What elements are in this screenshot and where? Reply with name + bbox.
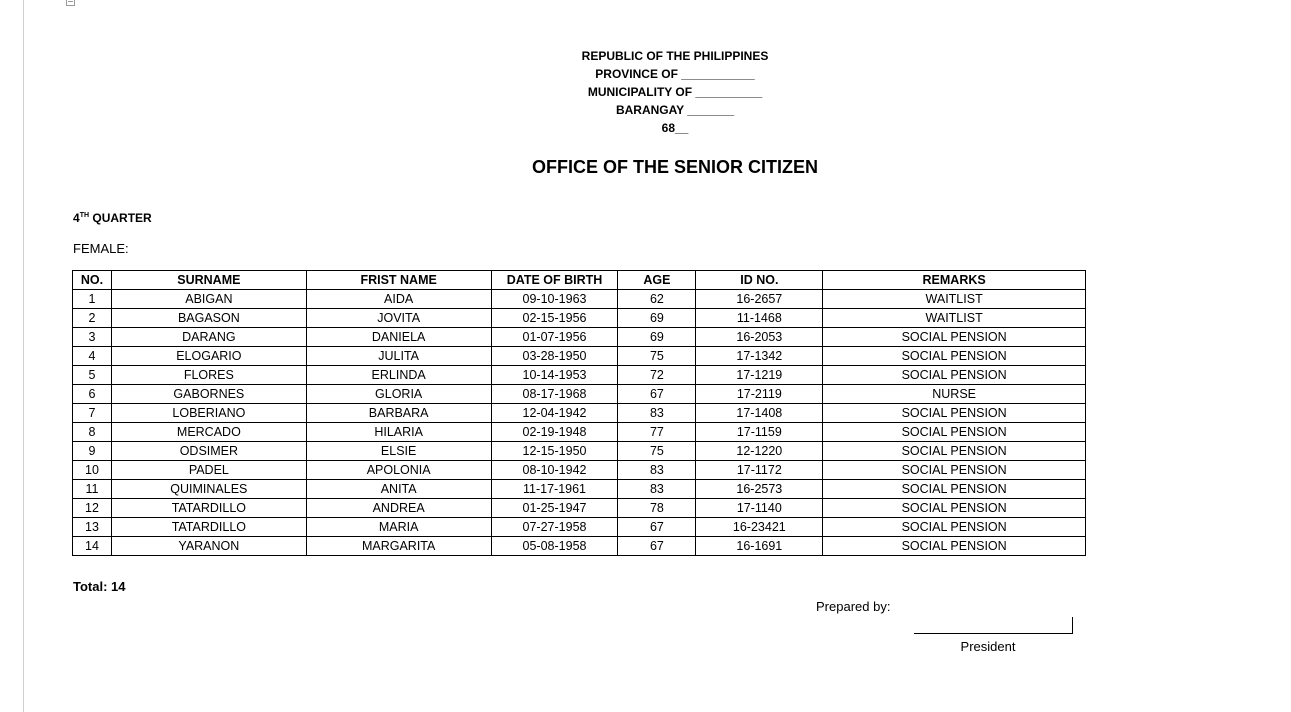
table-cell: 75 [618,347,696,366]
table-cell: 17-1219 [696,366,823,385]
table-cell: SOCIAL PENSION [823,461,1086,480]
table-row [73,290,1086,309]
table-row [73,366,1086,385]
table-cell: HILARIA [306,423,491,442]
table-cell: 67 [618,537,696,556]
header-province: PROVINCE OF ___________ [595,67,755,81]
table-cell: 02-19-1948 [491,423,618,442]
table-cell: 17-1140 [696,499,823,518]
section-label: FEMALE: [73,241,129,256]
table-row [73,480,1086,499]
table-cell: 83 [618,480,696,499]
table-row [73,461,1086,480]
table-cell: WAITLIST [823,309,1086,328]
table-cell: 07-27-1958 [491,518,618,537]
header-barangay: BARANGAY _______ [615,103,735,117]
table-cell: ANITA [306,480,491,499]
table-cell: 8 [73,423,112,442]
quarter-label [73,211,152,225]
table-cell: SOCIAL PENSION [823,366,1086,385]
table-cell: MARGARITA [306,537,491,556]
table-cell: AIDA [306,290,491,309]
table-cell: 10-14-1953 [491,366,618,385]
table-cell: DARANG [111,328,306,347]
table-cell: 62 [618,290,696,309]
table-cell: ELSIE [306,442,491,461]
text-cursor [1072,617,1073,634]
column-header: AGE [618,271,696,290]
table-row [73,442,1086,461]
table-cell: TATARDILLO [111,518,306,537]
table-cell: SOCIAL PENSION [823,347,1086,366]
table-cell: SOCIAL PENSION [823,328,1086,347]
table-row [73,328,1086,347]
table-cell: 17-1408 [696,404,823,423]
table-cell: 10 [73,461,112,480]
table-cell: 75 [618,442,696,461]
table-cell: 12-04-1942 [491,404,618,423]
table-cell: ODSIMER [111,442,306,461]
table-cell: TATARDILLO [111,499,306,518]
table-cell: BARBARA [306,404,491,423]
table-move-handle-icon[interactable] [66,0,75,6]
table-cell: 16-2573 [696,480,823,499]
prepared-by-label: Prepared by: [816,599,891,614]
table-cell: 11 [73,480,112,499]
table-cell: 08-17-1968 [491,385,618,404]
column-header: NO. [73,271,112,290]
column-header: ID NO. [696,271,823,290]
table-cell: MARIA [306,518,491,537]
quarter-text: QUARTER [89,211,152,225]
signatory-title: President [960,639,1016,654]
table-cell: GLORIA [306,385,491,404]
column-header: REMARKS [823,271,1086,290]
header-republic: REPUBLIC OF THE PHILIPPINES [581,49,769,63]
table-cell: WAITLIST [823,290,1086,309]
table-cell: 69 [618,328,696,347]
table-cell: 16-1691 [696,537,823,556]
table-cell: ERLINDA [306,366,491,385]
table-cell: 3 [73,328,112,347]
table-cell: 17-1159 [696,423,823,442]
table-cell: 01-07-1956 [491,328,618,347]
table-cell: SOCIAL PENSION [823,442,1086,461]
column-header: DATE OF BIRTH [491,271,618,290]
signature-line [914,633,1072,634]
table-cell: JULITA [306,347,491,366]
table-row [73,518,1086,537]
table-cell: 83 [618,404,696,423]
table-row [73,309,1086,328]
table-cell: 08-10-1942 [491,461,618,480]
table-cell: 17-1172 [696,461,823,480]
table-cell: SOCIAL PENSION [823,499,1086,518]
table-row [73,499,1086,518]
table-cell: 17-1342 [696,347,823,366]
table-cell: 78 [618,499,696,518]
table-row [73,423,1086,442]
table-cell: ABIGAN [111,290,306,309]
table-cell: 12-15-1950 [491,442,618,461]
table-cell: JOVITA [306,309,491,328]
table-cell: YARANON [111,537,306,556]
table-cell: QUIMINALES [111,480,306,499]
table-cell: 7 [73,404,112,423]
table-row [73,404,1086,423]
office-title: OFFICE OF THE SENIOR CITIZEN [531,157,818,177]
header-number: 68__ [661,121,689,135]
table-cell: 83 [618,461,696,480]
table-cell: 9 [73,442,112,461]
table-cell: 77 [618,423,696,442]
table-row [73,537,1086,556]
table-cell: DANIELA [306,328,491,347]
table-cell: 1 [73,290,112,309]
table-cell: PADEL [111,461,306,480]
column-header: FRIST NAME [306,271,491,290]
table-cell: SOCIAL PENSION [823,480,1086,499]
table-cell: LOBERIANO [111,404,306,423]
table-header-row [73,271,1086,290]
table-cell: ANDREA [306,499,491,518]
table-cell: SOCIAL PENSION [823,518,1086,537]
table-cell: 09-10-1963 [491,290,618,309]
quarter-number: 4 [73,211,80,225]
table-cell: MERCADO [111,423,306,442]
table-cell: SOCIAL PENSION [823,537,1086,556]
table-cell: 11-17-1961 [491,480,618,499]
document-header [560,47,790,137]
table-cell: 17-2119 [696,385,823,404]
table-cell: BAGASON [111,309,306,328]
table-cell: 05-08-1958 [491,537,618,556]
table-cell: 67 [618,385,696,404]
table-cell: APOLONIA [306,461,491,480]
table-cell: 02-15-1956 [491,309,618,328]
table-cell: 6 [73,385,112,404]
table-cell: 01-25-1947 [491,499,618,518]
total-count: Total: 14 [73,579,126,594]
table-cell: 16-2657 [696,290,823,309]
table-cell: 12 [73,499,112,518]
table-cell: 72 [618,366,696,385]
column-header: SURNAME [111,271,306,290]
header-municipality: MUNICIPALITY OF __________ [587,85,763,99]
senior-citizen-table [72,270,1086,556]
table-cell: 16-23421 [696,518,823,537]
table-cell: SOCIAL PENSION [823,404,1086,423]
table-cell: NURSE [823,385,1086,404]
table-cell: 13 [73,518,112,537]
table-cell: 03-28-1950 [491,347,618,366]
page-margin-line [23,0,24,712]
table-row [73,385,1086,404]
quarter-suffix: TH [79,212,90,219]
table-cell: 14 [73,537,112,556]
table-row [73,347,1086,366]
table-cell: 12-1220 [696,442,823,461]
table-cell: 4 [73,347,112,366]
table-cell: SOCIAL PENSION [823,423,1086,442]
table-cell: 16-2053 [696,328,823,347]
table-cell: ELOGARIO [111,347,306,366]
table-cell: 67 [618,518,696,537]
table-cell: 11-1468 [696,309,823,328]
table-cell: 69 [618,309,696,328]
table-cell: GABORNES [111,385,306,404]
table-cell: 2 [73,309,112,328]
table-cell: FLORES [111,366,306,385]
table-cell: 5 [73,366,112,385]
table-body [73,290,1086,556]
